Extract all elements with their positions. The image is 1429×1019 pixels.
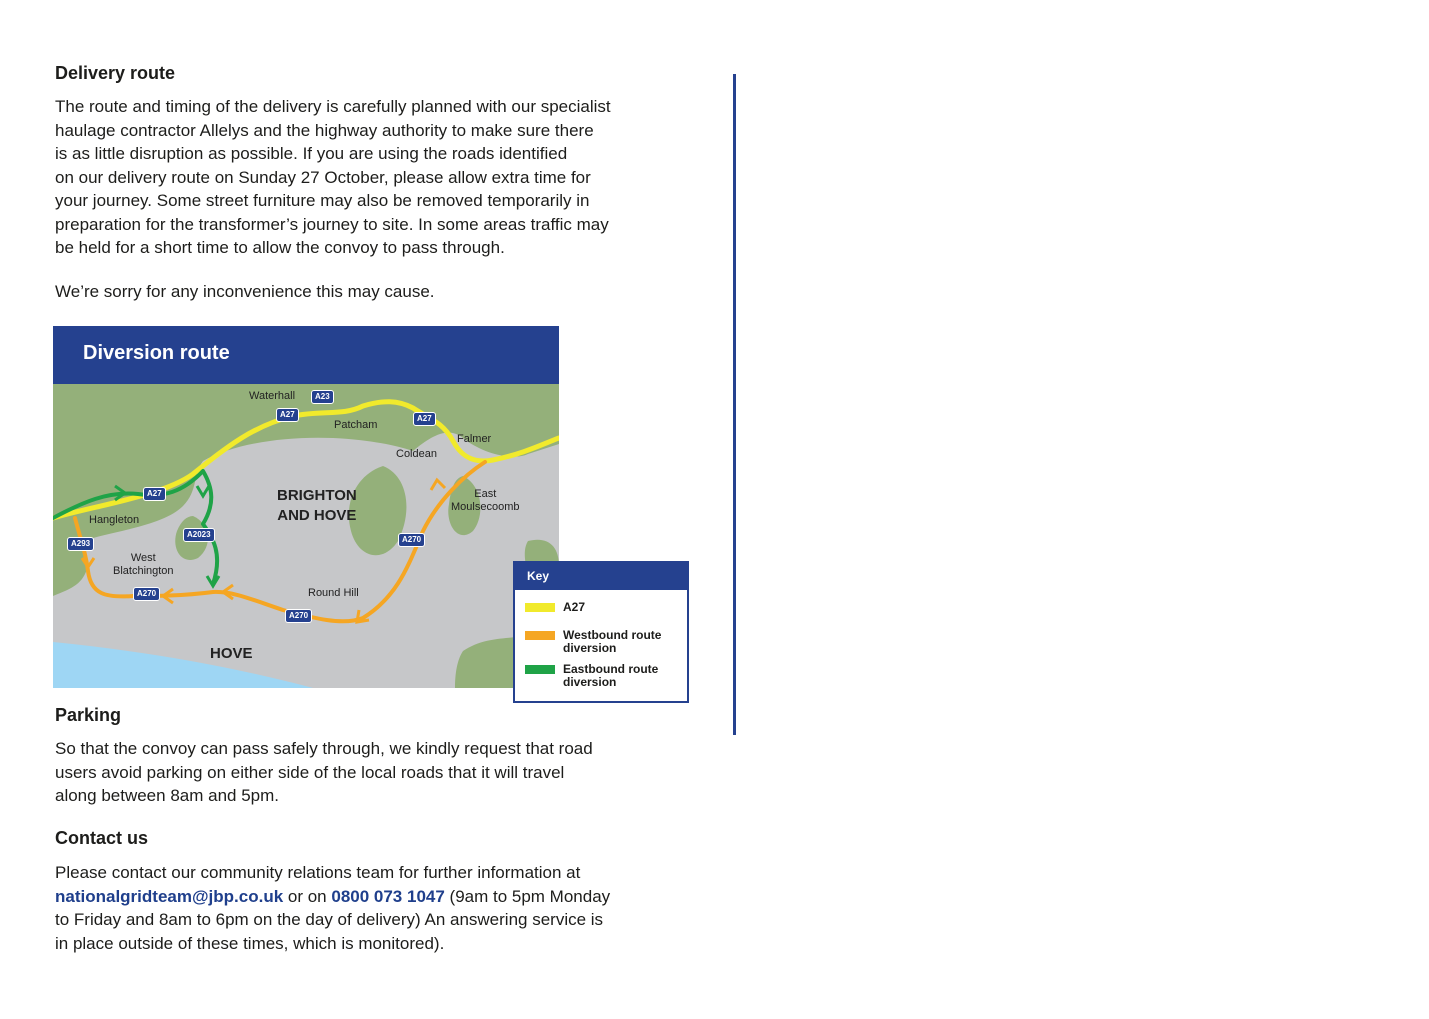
- road-shield-a27: A27: [276, 408, 299, 422]
- road-shield-a23: A23: [311, 390, 334, 404]
- paragraph-line: in place outside of these times, which is monitored).: [55, 933, 445, 953]
- paragraph-line: on our delivery route on Sunday 27 October, please allow extra time for: [55, 167, 591, 187]
- paragraph-line: [55, 885, 695, 909]
- delivery-route-heading: Delivery route: [55, 63, 176, 83]
- place-label-hangleton: Hangleton: [89, 514, 140, 526]
- hours-text: (9am to 5pm Monday: [444, 886, 611, 906]
- map-key: [513, 561, 689, 703]
- connector-text: or on: [283, 886, 332, 906]
- paragraph-line: preparation for the transformer’s journey to site. In some areas traffic may: [55, 214, 609, 234]
- diversion-route-map: [53, 326, 559, 688]
- key-item-eastbound: [525, 663, 683, 689]
- place-label-falmer: Falmer: [457, 433, 492, 445]
- key-label: A27: [563, 600, 586, 614]
- paragraph-line: be held for a short time to allow the convoy to pass through.: [55, 238, 505, 257]
- paragraph-line: Please contact our community relations team for further information at: [55, 863, 581, 882]
- road-shield-a27: A27: [143, 487, 166, 501]
- paragraph-line: haulage contractor Allelys and the highway authority to make sure there: [55, 120, 594, 140]
- key-item-a27: [525, 601, 683, 614]
- map-key-title: Key: [515, 563, 687, 590]
- key-swatch-green: [525, 665, 555, 674]
- contact-paragraph: [55, 861, 695, 955]
- place-label-line: West: [130, 552, 156, 564]
- parking-paragraph: [55, 737, 695, 808]
- paragraph-line: So that the convoy can pass safely through, we kindly request that road: [55, 739, 593, 758]
- paragraph-line: your journey. Some street furniture may also be removed temporarily in: [55, 191, 590, 210]
- road-shield-a270: A270: [133, 587, 160, 601]
- paragraph-line: to Friday and 8am to 6pm on the day of delivery) An answering service is: [55, 910, 604, 929]
- key-label: Westbound route diversion: [563, 628, 662, 655]
- paragraph-line: The route and timing of the delivery is carefully planned with our specialist: [55, 97, 611, 116]
- place-label-waterhall: Waterhall: [249, 390, 296, 402]
- phone-link[interactable]: 0800 073 1047: [331, 886, 445, 906]
- place-label-line: Blatchington: [113, 565, 174, 577]
- paragraph-line: users avoid parking on either side of the local roads that it will travel: [55, 762, 565, 782]
- apology-text: We’re sorry for any inconvenience this may cause.: [55, 282, 435, 301]
- contact-heading: Contact us: [55, 828, 149, 848]
- road-shield-a27: A27: [413, 412, 436, 426]
- place-label-east-moulsecoomb: [451, 488, 519, 514]
- place-label-line: BRIGHTON: [277, 487, 357, 504]
- paragraph-line: is as little disruption as possible. If you are using the roads identified: [55, 144, 568, 163]
- key-item-westbound: [525, 629, 683, 655]
- map-title: Diversion route: [83, 342, 230, 364]
- delivery-route-paragraph: [55, 95, 695, 260]
- key-label: Eastbound route diversion: [563, 662, 659, 689]
- place-label-patcham: Patcham: [334, 419, 378, 431]
- place-label-west-blatchington: [113, 552, 174, 578]
- place-label-line: AND HOVE: [277, 507, 357, 524]
- place-label-line: East: [474, 488, 497, 500]
- road-shield-a293: A293: [67, 537, 94, 551]
- place-label-line: Moulsecoomb: [451, 501, 520, 513]
- email-link[interactable]: nationalgridteam@jbp.co.uk: [55, 886, 284, 906]
- place-label-coldean: Coldean: [396, 448, 437, 460]
- road-shield-a270: A270: [285, 609, 312, 623]
- key-swatch-yellow: [525, 603, 555, 612]
- place-label-brighton-and-hove: [277, 486, 357, 526]
- road-shield-a270: A270: [398, 533, 425, 547]
- road-shield-a2023: A2023: [183, 528, 215, 542]
- column-divider: [733, 74, 736, 735]
- place-label-round-hill: Round Hill: [308, 587, 359, 599]
- place-label-hove: HOVE: [210, 645, 253, 662]
- paragraph-line: along between 8am and 5pm.: [55, 786, 279, 805]
- parking-heading: Parking: [55, 705, 122, 725]
- key-swatch-orange: [525, 631, 555, 640]
